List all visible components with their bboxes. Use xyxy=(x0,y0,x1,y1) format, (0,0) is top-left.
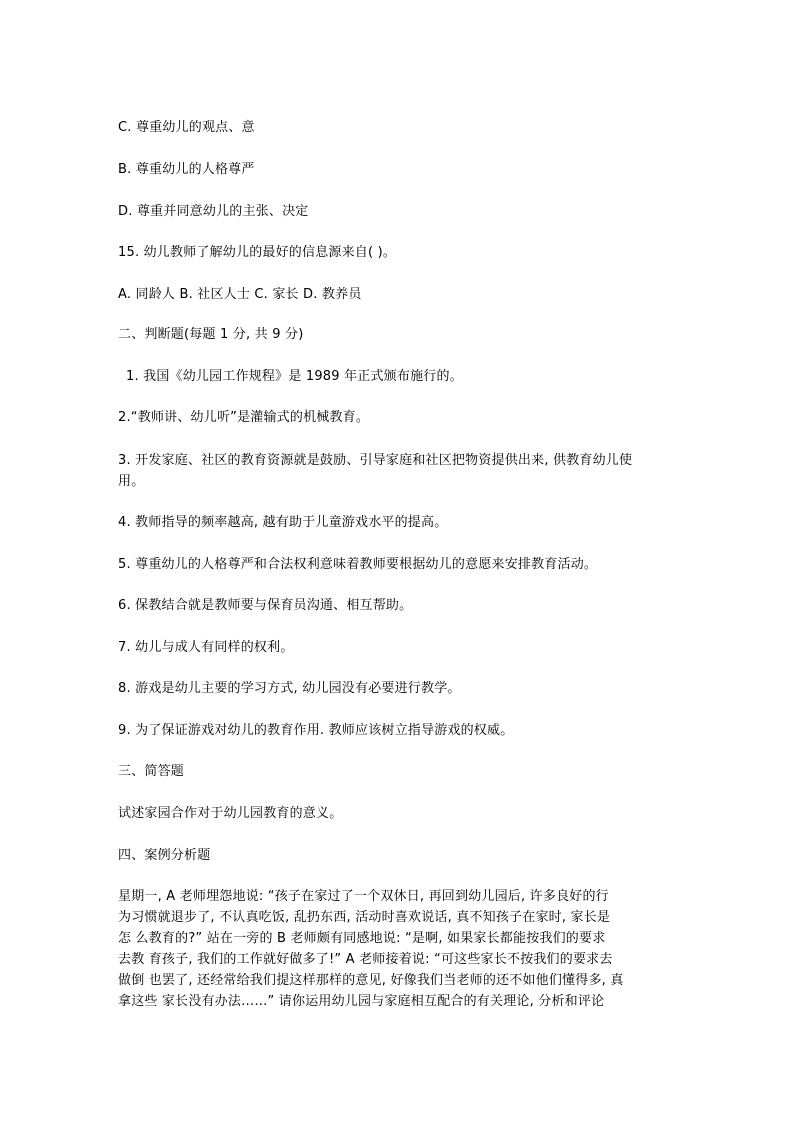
option-d-text: D. 尊重并同意幼儿的主张、决定 xyxy=(118,204,309,219)
judgement-item-3-line-2: 用。 xyxy=(118,474,145,489)
section-4-heading: 四、案例分析题 xyxy=(118,848,211,863)
judgement-item-5: 5. 尊重幼儿的人格尊严和合法权利意味着教师要根据幼儿的意愿来安排教育活动。 xyxy=(118,557,598,572)
option-c-text: C. 尊重幼儿的观点、意 xyxy=(118,120,255,135)
judgement-item-4: 4. 教师指导的频率越高, 越有助于儿童游戏水平的提高。 xyxy=(118,515,448,530)
judgement-item-7: 7. 幼儿与成人有同样的权利。 xyxy=(118,640,294,655)
case-line-1: 星期一, A 老师埋怨地说: “孩子在家过了一个双休日, 再回到幼儿园后, 许多良好的行 xyxy=(118,889,609,904)
case-line-3: 怎 么教育的?” 站在一旁的 B 老师颇有同感地说: “是啊, 如果家长都能按我们的要求 xyxy=(118,931,606,946)
judgement-item-3-line-1: 3. 开发家庭、社区的教育资源就是鼓励、引导家庭和社区把物资提供出来, 供教育幼儿使 xyxy=(118,453,633,468)
short-answer-question: 试述家园合作对于幼儿园教育的意义。 xyxy=(118,806,343,821)
question-15: 15. 幼儿教师了解幼儿的最好的信息源来自( )。 xyxy=(118,245,397,260)
judgement-item-3 xyxy=(118,450,678,492)
case-line-5: 做倒 也罢了, 还经常给我们提这样那样的意见, 好像我们当老师的还不如他们懂得多, 真 xyxy=(118,973,624,988)
case-line-6: 拿这些 家长没有办法……” 请你运用幼儿园与家庭相互配合的有关理论, 分析和评论 xyxy=(118,994,605,1009)
judgement-item-8: 8. 游戏是幼儿主要的学习方式, 幼儿园没有必要进行教学。 xyxy=(118,681,461,696)
option-b-text: B. 尊重幼儿的人格尊严 xyxy=(118,162,255,177)
case-analysis-paragraph xyxy=(118,886,678,1012)
section-3-heading: 三、简答题 xyxy=(118,764,185,779)
section-2-heading: 二、判断题(每题 1 分, 共 9 分) xyxy=(118,327,304,342)
case-line-4: 去教 育孩子, 我们的工作就好做多了!” A 老师接着说: “可这些家长不按我们的要求去 xyxy=(118,952,613,967)
judgement-item-2: 2.“教师讲、幼儿听”是灌输式的机械教育。 xyxy=(118,410,370,425)
case-line-2: 为习惯就退步了, 不认真吃饭, 乱扔东西, 活动时喜欢说话, 真不知孩子在家时, 家长是 xyxy=(118,910,611,925)
question-15-options: A. 同龄人 B. 社区人士 C. 家长 D. 教养员 xyxy=(118,287,362,302)
judgement-item-9: 9. 为了保证游戏对幼儿的教育作用. 教师应该树立指导游戏的权威。 xyxy=(118,723,514,738)
judgement-item-1: 1. 我国《幼儿园工作规程》是 1989 年正式颁布施行的。 xyxy=(126,369,463,384)
judgement-item-6: 6. 保教结合就是教师要与保育员沟通、相互帮助。 xyxy=(118,598,413,613)
